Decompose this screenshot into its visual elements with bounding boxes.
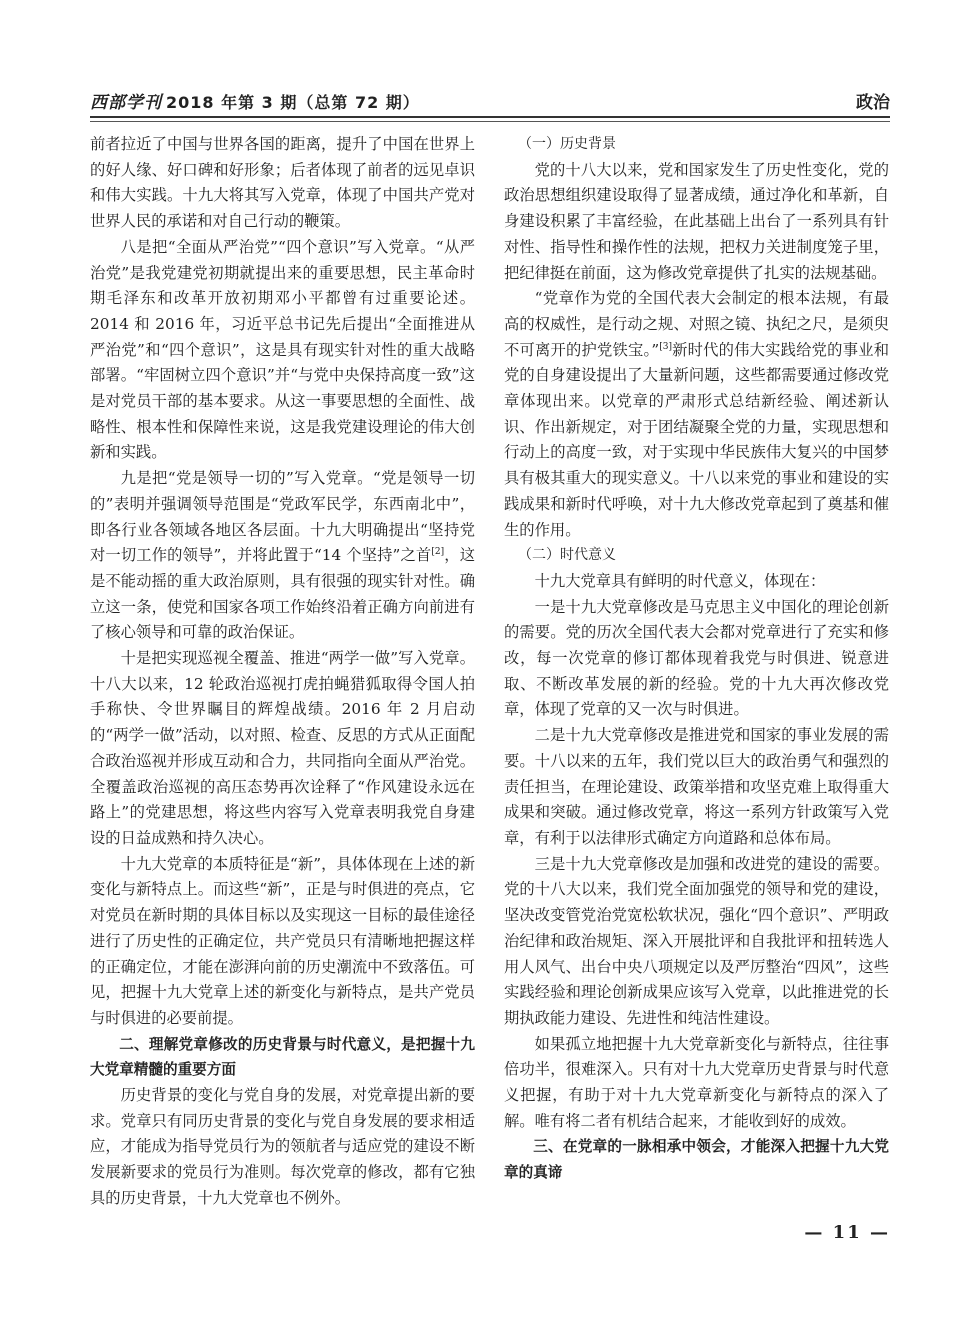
left-column [90,132,475,1212]
paragraph-text: 十九大党章具有鲜明的时代意义，体现在： [534,571,826,590]
paragraph [504,569,889,595]
paragraph [504,1032,889,1135]
page-header [90,88,890,116]
subsection-heading [504,543,889,569]
right-column [504,132,889,1186]
paragraph-text: 三、在党章的一脉相承中领会，才能深入把握十九大党章的真谛 [504,1138,889,1182]
paragraph-text: 二、理解党章修改的历史背景与时代意义，是把握十九大党章精髓的重要方面 [90,1035,475,1079]
header-rule-thin [90,121,890,122]
journal-info [90,88,420,113]
citation-ref: [3] [659,341,672,352]
paragraph [90,466,475,646]
paragraph [90,235,475,466]
paragraph-text: 二是十九大党章修改是推进党和国家的事业发展的需要。十八以来的五年，我们党以巨大的政治勇气和强烈的责任担当，在理论建设、政策举措和攻坚克难上取得重大成果和突破。通过修改党章，将这一系列方针政策写入党章，有利于以法律形式确定方向道路和总体布局。 [504,726,889,847]
issue-info: 2018 年第 3 期（总第 72 期） [166,93,420,112]
paragraph-continued [90,132,475,235]
paragraph [90,852,475,1032]
paragraph-text: （一）历史背景 [518,136,616,152]
paragraph-text: 党的十八大以来，党和国家发生了历史性变化，党的政治思想组织建设取得了显著成绩，通过净化和革新，自身建设积累了丰富经验，在此基础上出台了一系列具有针对性、指导性和操作性的法规，把权力关进制度笼子里，把纪律挺在前面，这为修改党章提供了扎实的法规基础。 [504,160,889,282]
paragraph-text: 历史背景的变化与党自身的发展，对党章提出新的要求。党章只有同历史背景的变化与党自身发展的要求相适应，才能成为指导党员行为的领航者与适应党的建设不断发展新要求的党员行为准则。每次党章的修改，都有它独具的历史背景，十九大党章也不例外。 [90,1086,475,1207]
paragraph-text: 一是十九大党章修改是马克思主义中国化的理论创新的需要。党的历次全国代表大会都对党章进行了充实和修改，每一次党章的修订都体现着我党与时俱进、锐意进取、不断改革发展的新的经验。党的十九大再次修改党章，体现了党章的又一次与时俱进。 [504,597,889,719]
paragraph [504,158,889,287]
page-number: — 11 — [804,1222,890,1243]
paragraph-text: 八是把“全面从严治党”“四个意识”写入党章。“从严治党”是我党建党初期就提出来的重要思想，民主革命时期毛泽东和改革开放初期邓小平都曾有过重要论述。2014 和 2016 年，习近平总书记先后提出“全面推进从严治党”和“四个意识”，这是具有现实针对性的重大战略部署。“牢固树立四个意识”并“与党中央保持高度一致”这是对党员干部的基本要求。从这一事要思想的全面性、战略性、根本性和保障性来说，这是我党建设理论的伟大创新和实践。 [90,237,475,462]
paragraph [504,595,889,724]
paragraph-text: 前者拉近了中国与世界各国的距离，提升了中国在世界上的好人缘、好口碑和好形象；后者体现了前者的远见卓识和伟大实践。十九大将其写入党章，体现了中国共产党对世界人民的承诺和对自己行动的鞭策。 [90,135,475,231]
paragraph-text: 十是把实现巡视全覆盖、推进“两学一做”写入党章。十八大以来，12 轮政治巡视打虎拍蝇猎狐取得令国人拍手称快、令世界瞩目的辉煌战绩。2016 年 2 月启动的“两学一做”活动，以对照、检查、反思的方式从正面配合政治巡视并形成互动和合力，共同指向全面从严治党。全覆盖政治巡视的高压态势再次诠释了“作风建设永远在路上”的党建思想，将这些内容写入党章表明我党自身建设的日益成熟和持久决心。 [90,649,475,847]
paragraph [504,286,889,543]
subsection-heading [504,132,889,158]
paragraph-text: 十九大党章的本质特征是“新”，具体体现在上述的新变化与新特点上。而这些“新”，正是与时俱进的亮点，它对党员在新时期的具体目标以及实现这一目标的最佳途径进行了历史性的正确定位，共产党员只有清晰地把握这样的正确定位，才能在澎湃向前的历史潮流中不致落伍。可见，把握十九大党章上述的新变化与新特点，是共产党员与时俱进的必要前提。 [90,854,475,1027]
paragraph [90,1083,475,1212]
paragraph-text: 新时代的伟大实践给党的事业和党的自身建设提出了大量新问题，这些都需要通过修改党章体现出来。以党章的严肃形式总结新经验、阐述新认识、作出新规定，对于团结凝聚全党的力量，实现思想和行动上的高度一致，对于实现中华民族伟大复兴的中国梦具有极其重大的现实意义。十八以来党的事业和建设的实践成果和新时代呼唤，对十九大修改党章起到了奠基和催生的作用。 [504,340,889,539]
paragraph-text: 如果孤立地把握十九大党章新变化与新特点，往往事倍功半，很难深入。只有对十九大党章历史背景与时代意义把握，有助于对十九大党章新变化与新特点的深入了解。唯有将二者有机结合起来，才能收到好的成效。 [504,1034,889,1130]
citation-ref: [2] [431,547,445,558]
paragraph [90,646,475,852]
header-rule-thick [90,116,890,118]
journal-logo: 西部学刊 [90,93,162,113]
section-heading [504,1134,889,1185]
paragraph [504,852,889,1032]
paragraph-text: ，这是不能动摇的重大政治原则，具有很强的现实针对性。确立这一条，使党和国家各项工作始终沿着正确方向前进有了核心领导和可靠的政治保证。 [90,546,475,642]
paragraph-text: （二）时代意义 [518,547,616,564]
paragraph [504,723,889,852]
section-name: 政治 [856,93,890,113]
section-heading [90,1032,475,1083]
paragraph-text: 三是十九大党章修改是加强和改进党的建设的需要。党的十八大以来，我们党全面加强党的领导和党的建设，坚决改变管党治党宽松软状况，强化“四个意识”、严明政治纪律和政治规矩、深入开展批评和自我批评和扭转选人用人风气、出台中央八项规定以及严厉整治“四风”，这些实践经验和理论创新成果应该写入党章，以此推进党的长期执政能力建设、先进性和纯洁性建设。 [504,854,889,1027]
paragraph-text: 九是把“党是领导一切的”写入党章。“党是领导一切的”表明并强调领导范围是“党政军民学，东西南北中”，即各行业各领域各地区各层面。十九大明确提出“坚持党对一切工作的领导”，并将此置于“14 个坚持”之首 [90,469,475,565]
paragraph-text: “党章作为党的全国代表大会制定的根本法规，有最高的权威性，是行动之规、对照之镜、执纪之尺，是须臾不可离开的护党铁宝。” [504,289,889,359]
